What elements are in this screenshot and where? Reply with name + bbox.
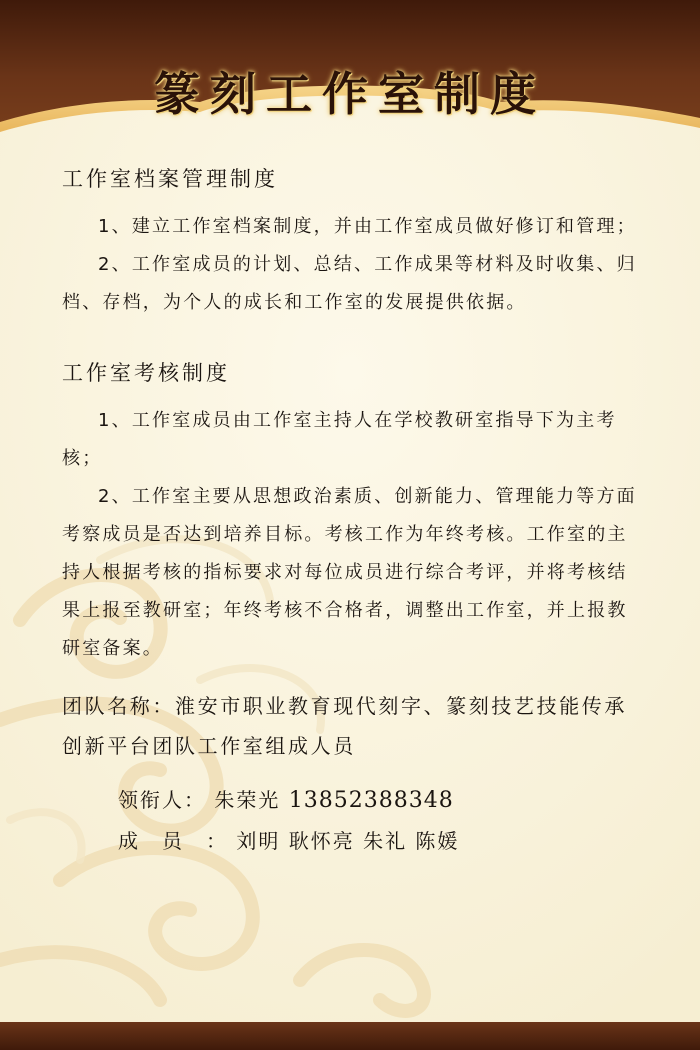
team-name: 团队名称：淮安市职业教育现代刻字、篆刻技艺技能传承创新平台团队工作室组成人员: [62, 694, 627, 758]
section-heading-archive: 工作室档案管理制度: [62, 167, 278, 191]
assessment-rule-1: 1、工作室成员由工作室主持人在学校教研室指导下为主考核；: [62, 410, 617, 469]
members-label: 成 员 ：: [118, 829, 228, 853]
section-heading-assessment: 工作室考核制度: [62, 361, 230, 385]
members-line: [62, 821, 642, 861]
page-title: 篆刻工作室制度: [154, 67, 546, 121]
leader-name: 朱荣光: [214, 788, 281, 812]
archive-rule-1: 1、建立工作室档案制度，并由工作室成员做好修订和管理；: [98, 216, 637, 237]
main-content: [62, 150, 642, 861]
archive-rule-2: 2、工作室成员的计划、总结、工作成果等材料及时收集、归档、存档，为个人的成长和工作室的发展提供依据。: [62, 254, 637, 313]
assessment-rule-2: 2、工作室主要从思想政治素质、创新能力、管理能力等方面考察成员是否达到培养目标。考核工作为年终考核。工作室的主持人根据考核的指标要求对每位成员进行综合考评，并将考核结果上报至教研室；年终考核不合格者，调整出工作室，并上报教研室备案。: [62, 486, 637, 659]
leader-label: 领衔人：: [118, 788, 206, 812]
leader-phone: 13852388348: [288, 788, 454, 813]
members-names: 刘明 耿怀亮 朱礼 陈媛: [236, 829, 460, 853]
leader-line: [62, 780, 642, 821]
